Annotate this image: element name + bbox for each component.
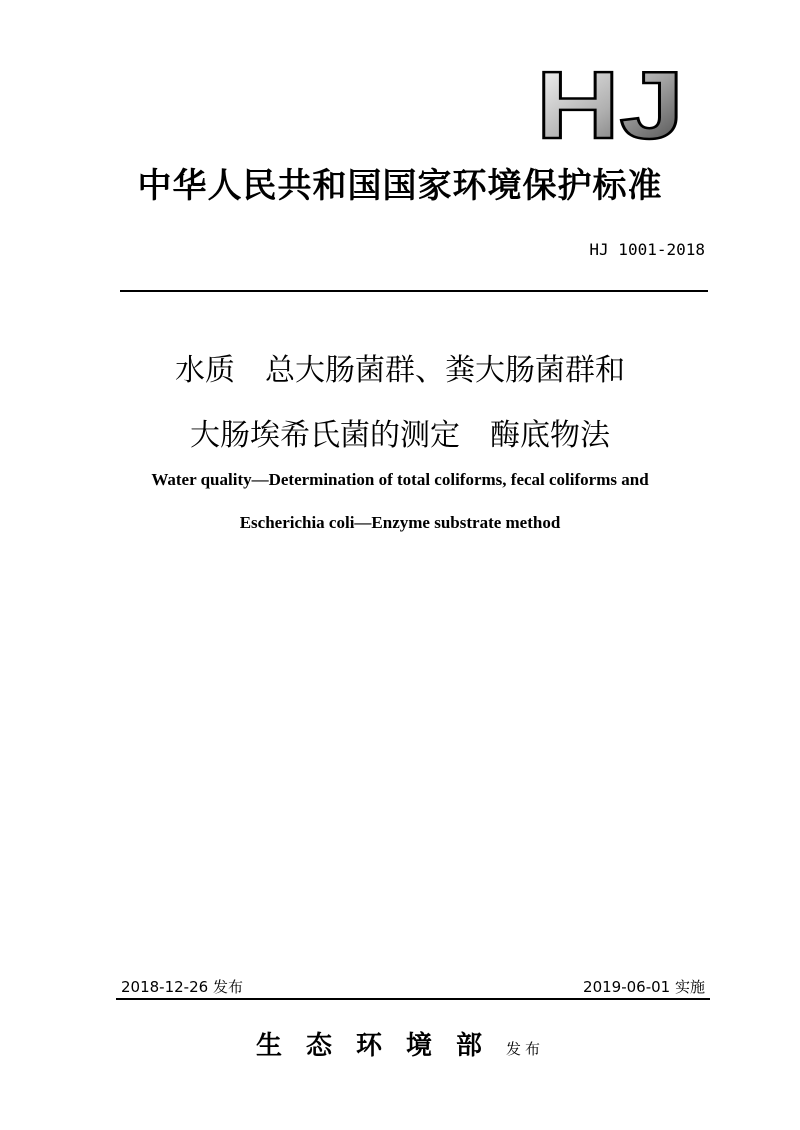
issuer-name: 生态环境部 [255, 1031, 506, 1061]
issuer-suffix: 发布 [506, 1040, 545, 1058]
chinese-title-line-1: 水质 总大肠菌群、粪大肠菌群和 [175, 353, 625, 388]
footer-divider [116, 998, 710, 1000]
standard-code: HJ 1001-2018 [589, 240, 705, 259]
standard-category-title: 中华人民共和国国家环境保护标准 [137, 166, 663, 206]
chinese-title-line-2: 大肠埃希氏菌的测定 酶底物法 [190, 418, 610, 453]
hj-logo [536, 62, 686, 142]
header-divider [120, 290, 708, 292]
logo-text: HJ [536, 62, 684, 142]
english-title-line-2: Escherichia coli—Enzyme substrate method [239, 513, 561, 532]
english-title-line-1: Water quality—Determination of total coliforms, fecal coliforms and [151, 470, 649, 489]
issue-date: 2018-12-26 发布 [121, 978, 243, 996]
issuer-line [0, 1025, 800, 1062]
implementation-date: 2019-06-01 实施 [583, 978, 705, 996]
